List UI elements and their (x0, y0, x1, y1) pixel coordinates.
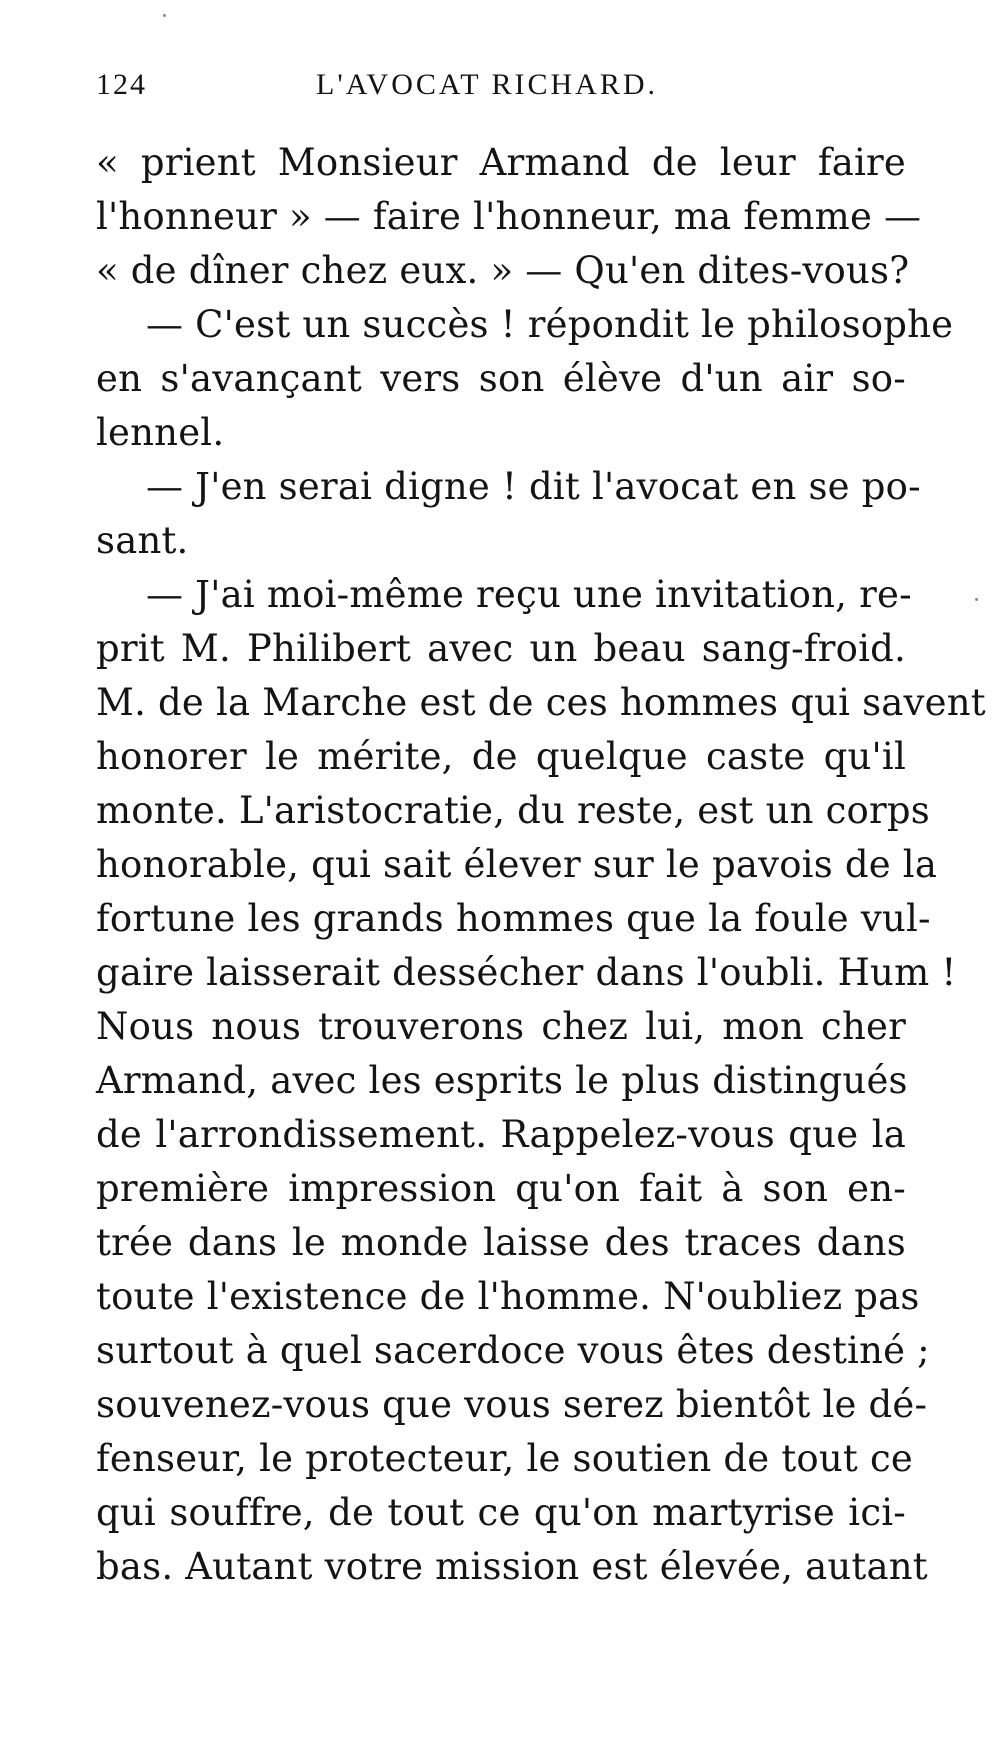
text-line: lennel. (96, 411, 225, 454)
text-line: « de dîner chez eux. » — Qu'en dites-vous? (96, 249, 910, 292)
text-line: — J'ai moi-même reçu une invitation, re- (146, 573, 912, 616)
text-line: toute l'existence de l'homme. N'oubliez pas (96, 1275, 920, 1318)
text-line: bas. Autant votre mission est élevée, autant (96, 1545, 928, 1588)
text-line: Armand, avec les esprits le plus distingués (96, 1059, 908, 1102)
text-line: fenseur, le protecteur, le soutien de tout ce (96, 1437, 913, 1480)
text-line: gaire laisserait dessécher dans l'oubli. Hum ! (96, 951, 957, 994)
text-line: première impression qu'on fait à son en- (96, 1167, 906, 1210)
text-line: — J'en serai digne ! dit l'avocat en se po- (146, 465, 921, 508)
text-line: honorer le mérite, de quelque caste qu'il (96, 735, 906, 778)
text-line: — C'est un succès ! répondit le philosophe (146, 303, 954, 346)
text-line: qui souffre, de tout ce qu'on martyrise ici- (96, 1491, 906, 1534)
text-line: fortune les grands hommes que la foule vul- (96, 897, 931, 940)
text-line: prit M. Philibert avec un beau sang-froid. (96, 627, 906, 670)
running-title: L'AVOCAT RICHARD. (316, 68, 659, 101)
text-line: « prient Monsieur Armand de leur faire (96, 141, 906, 184)
body-text (96, 136, 986, 1594)
text-line: souvenez-vous que vous serez bientôt le dé- (96, 1383, 928, 1426)
text-line: l'honneur » — faire l'honneur, ma femme — (96, 195, 922, 238)
text-line: Nous nous trouverons chez lui, mon cher (96, 1005, 906, 1048)
text-line: sant. (96, 519, 189, 562)
text-line: M. de la Marche est de ces hommes qui savent (96, 681, 986, 724)
scan-speck (163, 14, 166, 17)
page-number: 124 (96, 68, 147, 101)
text-line: surtout à quel sacerdoce vous êtes destiné ; (96, 1329, 930, 1372)
scan-speck (975, 598, 978, 601)
text-line: monte. L'aristocratie, du reste, est un corps (96, 789, 930, 832)
text-line: honorable, qui sait élever sur le pavois de la (96, 843, 938, 886)
text-line: en s'avançant vers son élève d'un air so- (96, 357, 906, 400)
running-header (96, 68, 906, 108)
text-line: de l'arrondissement. Rappelez-vous que la (96, 1113, 906, 1156)
text-line: trée dans le monde laisse des traces dans (96, 1221, 906, 1264)
